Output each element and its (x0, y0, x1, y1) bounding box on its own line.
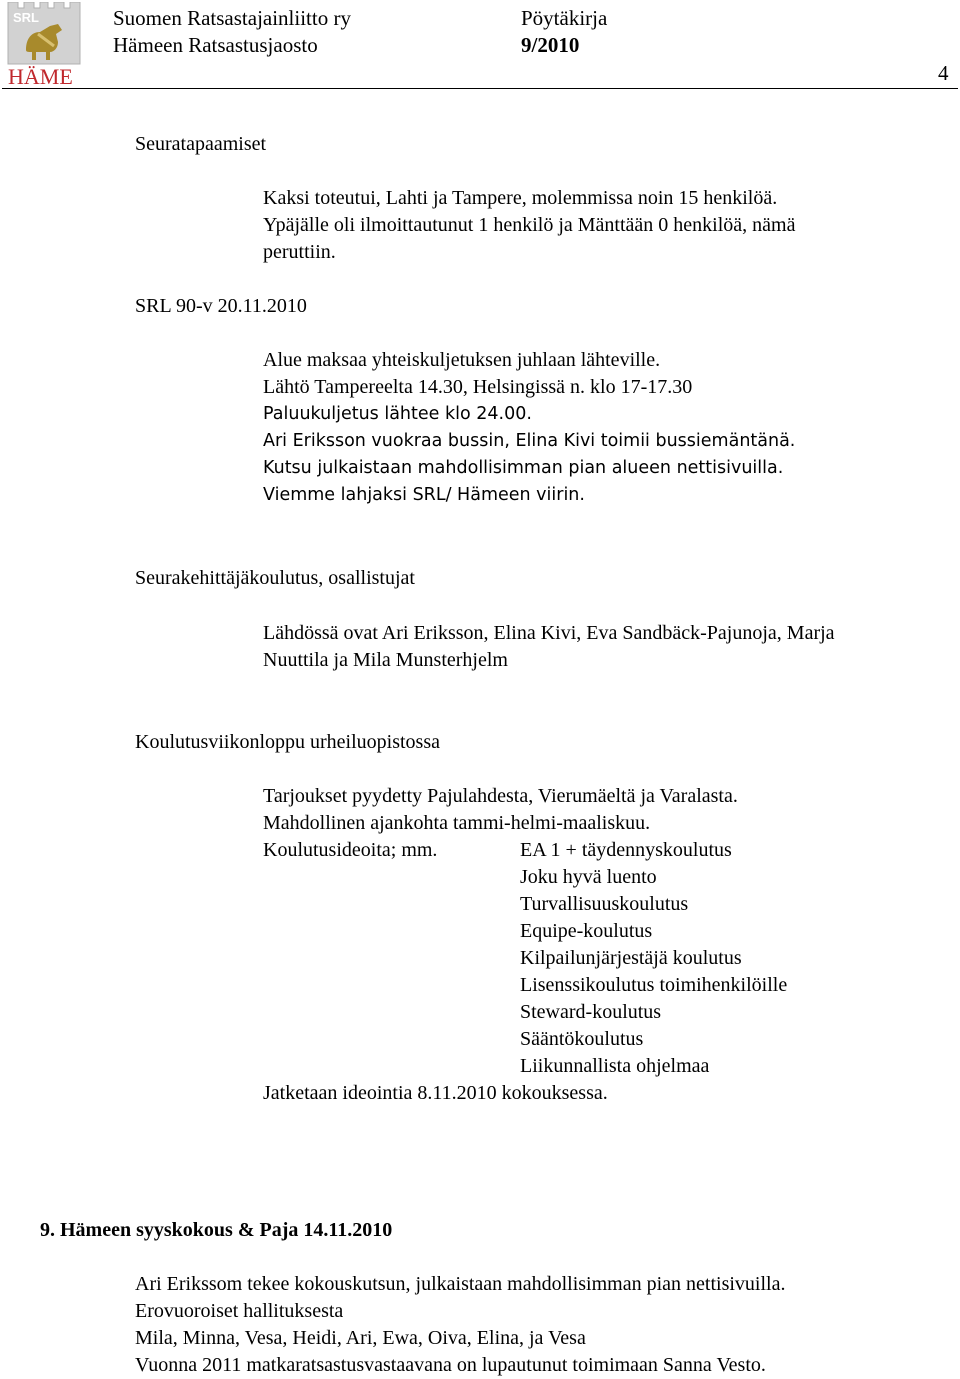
paragraph-line: Ypäjälle oli ilmoittautunut 1 henkilö ja Mänttään 0 henkilöä, nämä (263, 214, 796, 236)
paragraph-line: Nuuttila ja Mila Munsterhjelm (263, 649, 508, 671)
idea-list-item: Turvallisuuskoulutus (520, 893, 689, 915)
header-doc-number: 9/2010 (521, 33, 580, 57)
horse-crest-icon (6, 2, 82, 88)
page-number: 4 (938, 61, 949, 85)
paragraph-line: peruttiin. (263, 241, 336, 263)
paragraph-line: Ari Erikssom tekee kokouskutsun, julkaistaan mahdollisimman pian nettisivuilla. (135, 1273, 786, 1295)
paragraph-line: Lähdössä ovat Ari Eriksson, Elina Kivi, Eva Sandbäck-Pajunoja, Marja (263, 622, 835, 644)
paragraph-line: Jatketaan ideointia 8.11.2010 kokouksessa. (263, 1082, 608, 1104)
paragraph-line: Viemme lahjaksi SRL/ Hämeen viirin. (263, 485, 585, 505)
paragraph-line: Kutsu julkaistaan mahdollisimman pian alueen nettisivuilla. (263, 458, 784, 478)
header-org-name: Suomen Ratsastajainliitto ry (113, 6, 351, 30)
paragraph-line: Paluukuljetus lähtee klo 24.00. (263, 404, 532, 424)
header-divider (2, 88, 958, 89)
section-heading-seurakehittaja: Seurakehittäjäkoulutus, osallistujat (135, 567, 415, 589)
agenda-item-heading-9: 9. Hämeen syyskokous & Paja 14.11.2010 (40, 1219, 393, 1241)
paragraph-line: Ari Eriksson vuokraa bussin, Elina Kivi toimii bussiemäntänä. (263, 431, 796, 451)
idea-list-item: Lisenssikoulutus toimihenkilöille (520, 974, 788, 996)
idea-list-item: Equipe-koulutus (520, 920, 653, 942)
paragraph-line: Alue maksaa yhteiskuljetuksen juhlaan lähteville. (263, 349, 661, 371)
idea-list-item: Kilpailunjärjestäjä koulutus (520, 947, 742, 969)
ideas-label: Koulutusideoita; mm. (263, 839, 438, 861)
header-org-subunit: Hämeen Ratsastusjaosto (113, 33, 318, 57)
srl-hame-logo (6, 2, 82, 88)
paragraph-line: Kaksi toteutui, Lahti ja Tampere, molemmissa noin 15 henkilöä. (263, 187, 778, 209)
idea-list-item: Sääntökoulutus (520, 1028, 644, 1050)
section-heading-srl90: SRL 90-v 20.11.2010 (135, 295, 307, 317)
header-doc-type: Pöytäkirja (521, 6, 608, 30)
idea-list-item: Steward-koulutus (520, 1001, 662, 1023)
paragraph-line: Erovuoroiset hallituksesta (135, 1300, 344, 1322)
section-heading-seuratapaamiset: Seuratapaamiset (135, 133, 267, 155)
paragraph-line: Mahdollinen ajankohta tammi-helmi-maaliskuu. (263, 812, 651, 834)
paragraph-line: Mila, Minna, Vesa, Heidi, Ari, Ewa, Oiva, Elina, ja Vesa (135, 1327, 586, 1349)
idea-list-item: EA 1 + täydennyskoulutus (520, 839, 732, 861)
section-heading-koulutusviikonloppu: Koulutusviikonloppu urheiluopistossa (135, 731, 440, 753)
idea-list-item: Liikunnallista ohjelmaa (520, 1055, 710, 1077)
paragraph-line: Vuonna 2011 matkaratsastusvastaavana on lupautunut toimimaan Sanna Vesto. (135, 1354, 766, 1376)
idea-list-item: Joku hyvä luento (520, 866, 657, 888)
svg-text:SRL: SRL (13, 10, 39, 25)
paragraph-line: Tarjoukset pyydetty Pajulahdesta, Vierumäeltä ja Varalasta. (263, 785, 738, 807)
paragraph-line: Lähtö Tampereelta 14.30, Helsingissä n. klo 17-17.30 (263, 376, 693, 398)
svg-text:HÄME: HÄME (8, 64, 73, 88)
